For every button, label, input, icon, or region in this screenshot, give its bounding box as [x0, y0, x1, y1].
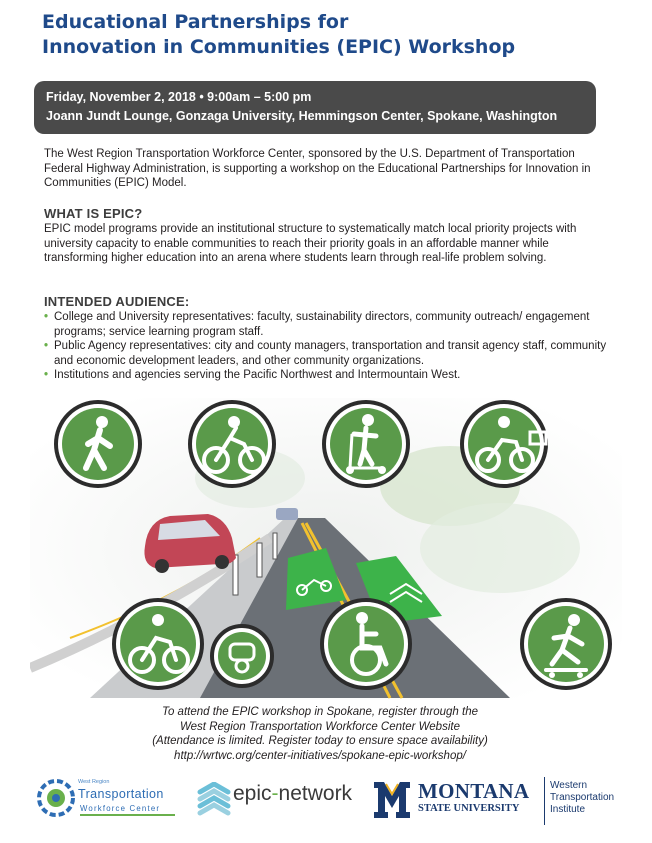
msu-logo-icon: [372, 778, 412, 822]
wtwc-subtitle: Workforce Center: [80, 804, 161, 813]
cta-line-2: West Region Transportation Workforce Center Website: [180, 720, 460, 733]
epic-word: epic: [233, 782, 272, 805]
msu-name: MONTANA: [418, 779, 530, 803]
wheelchair-icon: [322, 600, 410, 688]
sponsor-logos: [0, 770, 652, 840]
event-banner: [34, 81, 596, 134]
epic-dash: -: [271, 782, 279, 805]
wti-wordmark: [550, 780, 614, 816]
wtwc-region-label: West Region: [78, 779, 110, 785]
pedestrian-icon: [56, 402, 140, 486]
list-item: • Public Agency representatives: city and county managers, transportation and transit agency staff, community and economic development leaders, and other community organizations.: [44, 339, 614, 368]
event-date-time: Friday, November 2, 2018 • 9:00am – 5:00 pm: [46, 90, 312, 104]
intended-audience-heading: INTENDED AUDIENCE:: [44, 294, 190, 309]
what-is-epic-body: EPIC model programs provide an institutional structure to systematically match local priority projects with university capacity to enable communities to reach their priority goals in an affordable manner while transforming higher education into an arena where students learn through real-life problem solving.: [44, 223, 577, 264]
event-location: Joann Jundt Lounge, Gonzaga University, Hemmingson Center, Spokane, Washington: [46, 109, 558, 123]
wheelchair-bicycle-icon: [190, 402, 274, 486]
skateboard-icon: [522, 600, 610, 688]
wti-line-2: Transportation: [550, 792, 615, 803]
wti-line-3: Institute: [550, 804, 586, 815]
list-item: • Institutions and agencies serving the Pacific Northwest and Intermountain West.: [44, 368, 614, 383]
trailer-icon: [212, 626, 272, 686]
wtwc-logo-icon: [36, 778, 76, 818]
transportation-illustration: [30, 398, 622, 700]
cta-line-3: (Attendance is limited. Register today to ensure space availability): [152, 735, 488, 747]
epic-network-wordmark: [233, 782, 352, 806]
logo-divider: [544, 777, 545, 825]
what-is-epic-heading: WHAT IS EPIC?: [44, 206, 143, 221]
page-title: [42, 10, 622, 60]
registration-callout: [70, 705, 570, 763]
network-word: network: [278, 782, 353, 805]
wti-line-1: Western: [550, 780, 588, 791]
title-line-2: Innovation in Communities (EPIC) Workshop: [42, 36, 516, 58]
list-item: • College and University representatives: faculty, sustainability directors, community outreach/ engagement programs; service learning program staff.: [44, 310, 614, 339]
cargo-bicycle-icon: [462, 402, 546, 486]
wtwc-underline: [80, 814, 175, 816]
msu-subtitle: STATE UNIVERSITY: [418, 803, 520, 814]
bicycle-trailer-icon: [114, 600, 202, 688]
cta-line-1: To attend the EPIC workshop in Spokane, register through the: [161, 706, 479, 718]
registration-link[interactable]: http://wrtwc.org/center-initiatives/spokane-epic-workshop/: [174, 749, 466, 762]
title-line-1: Educational Partnerships for: [42, 11, 349, 33]
wtwc-name: Transportation: [78, 787, 164, 801]
epic-network-logo-icon: [196, 782, 232, 816]
audience-list: [44, 310, 614, 383]
intro-paragraph: The West Region Transportation Workforce Center, sponsored by the U.S. Department of Transportation Federal Highway Administration, is supporting a workshop on the Educational Partnerships for Innovation in Communities (EPIC) Model.: [44, 148, 591, 189]
scooter-icon: [324, 402, 408, 486]
